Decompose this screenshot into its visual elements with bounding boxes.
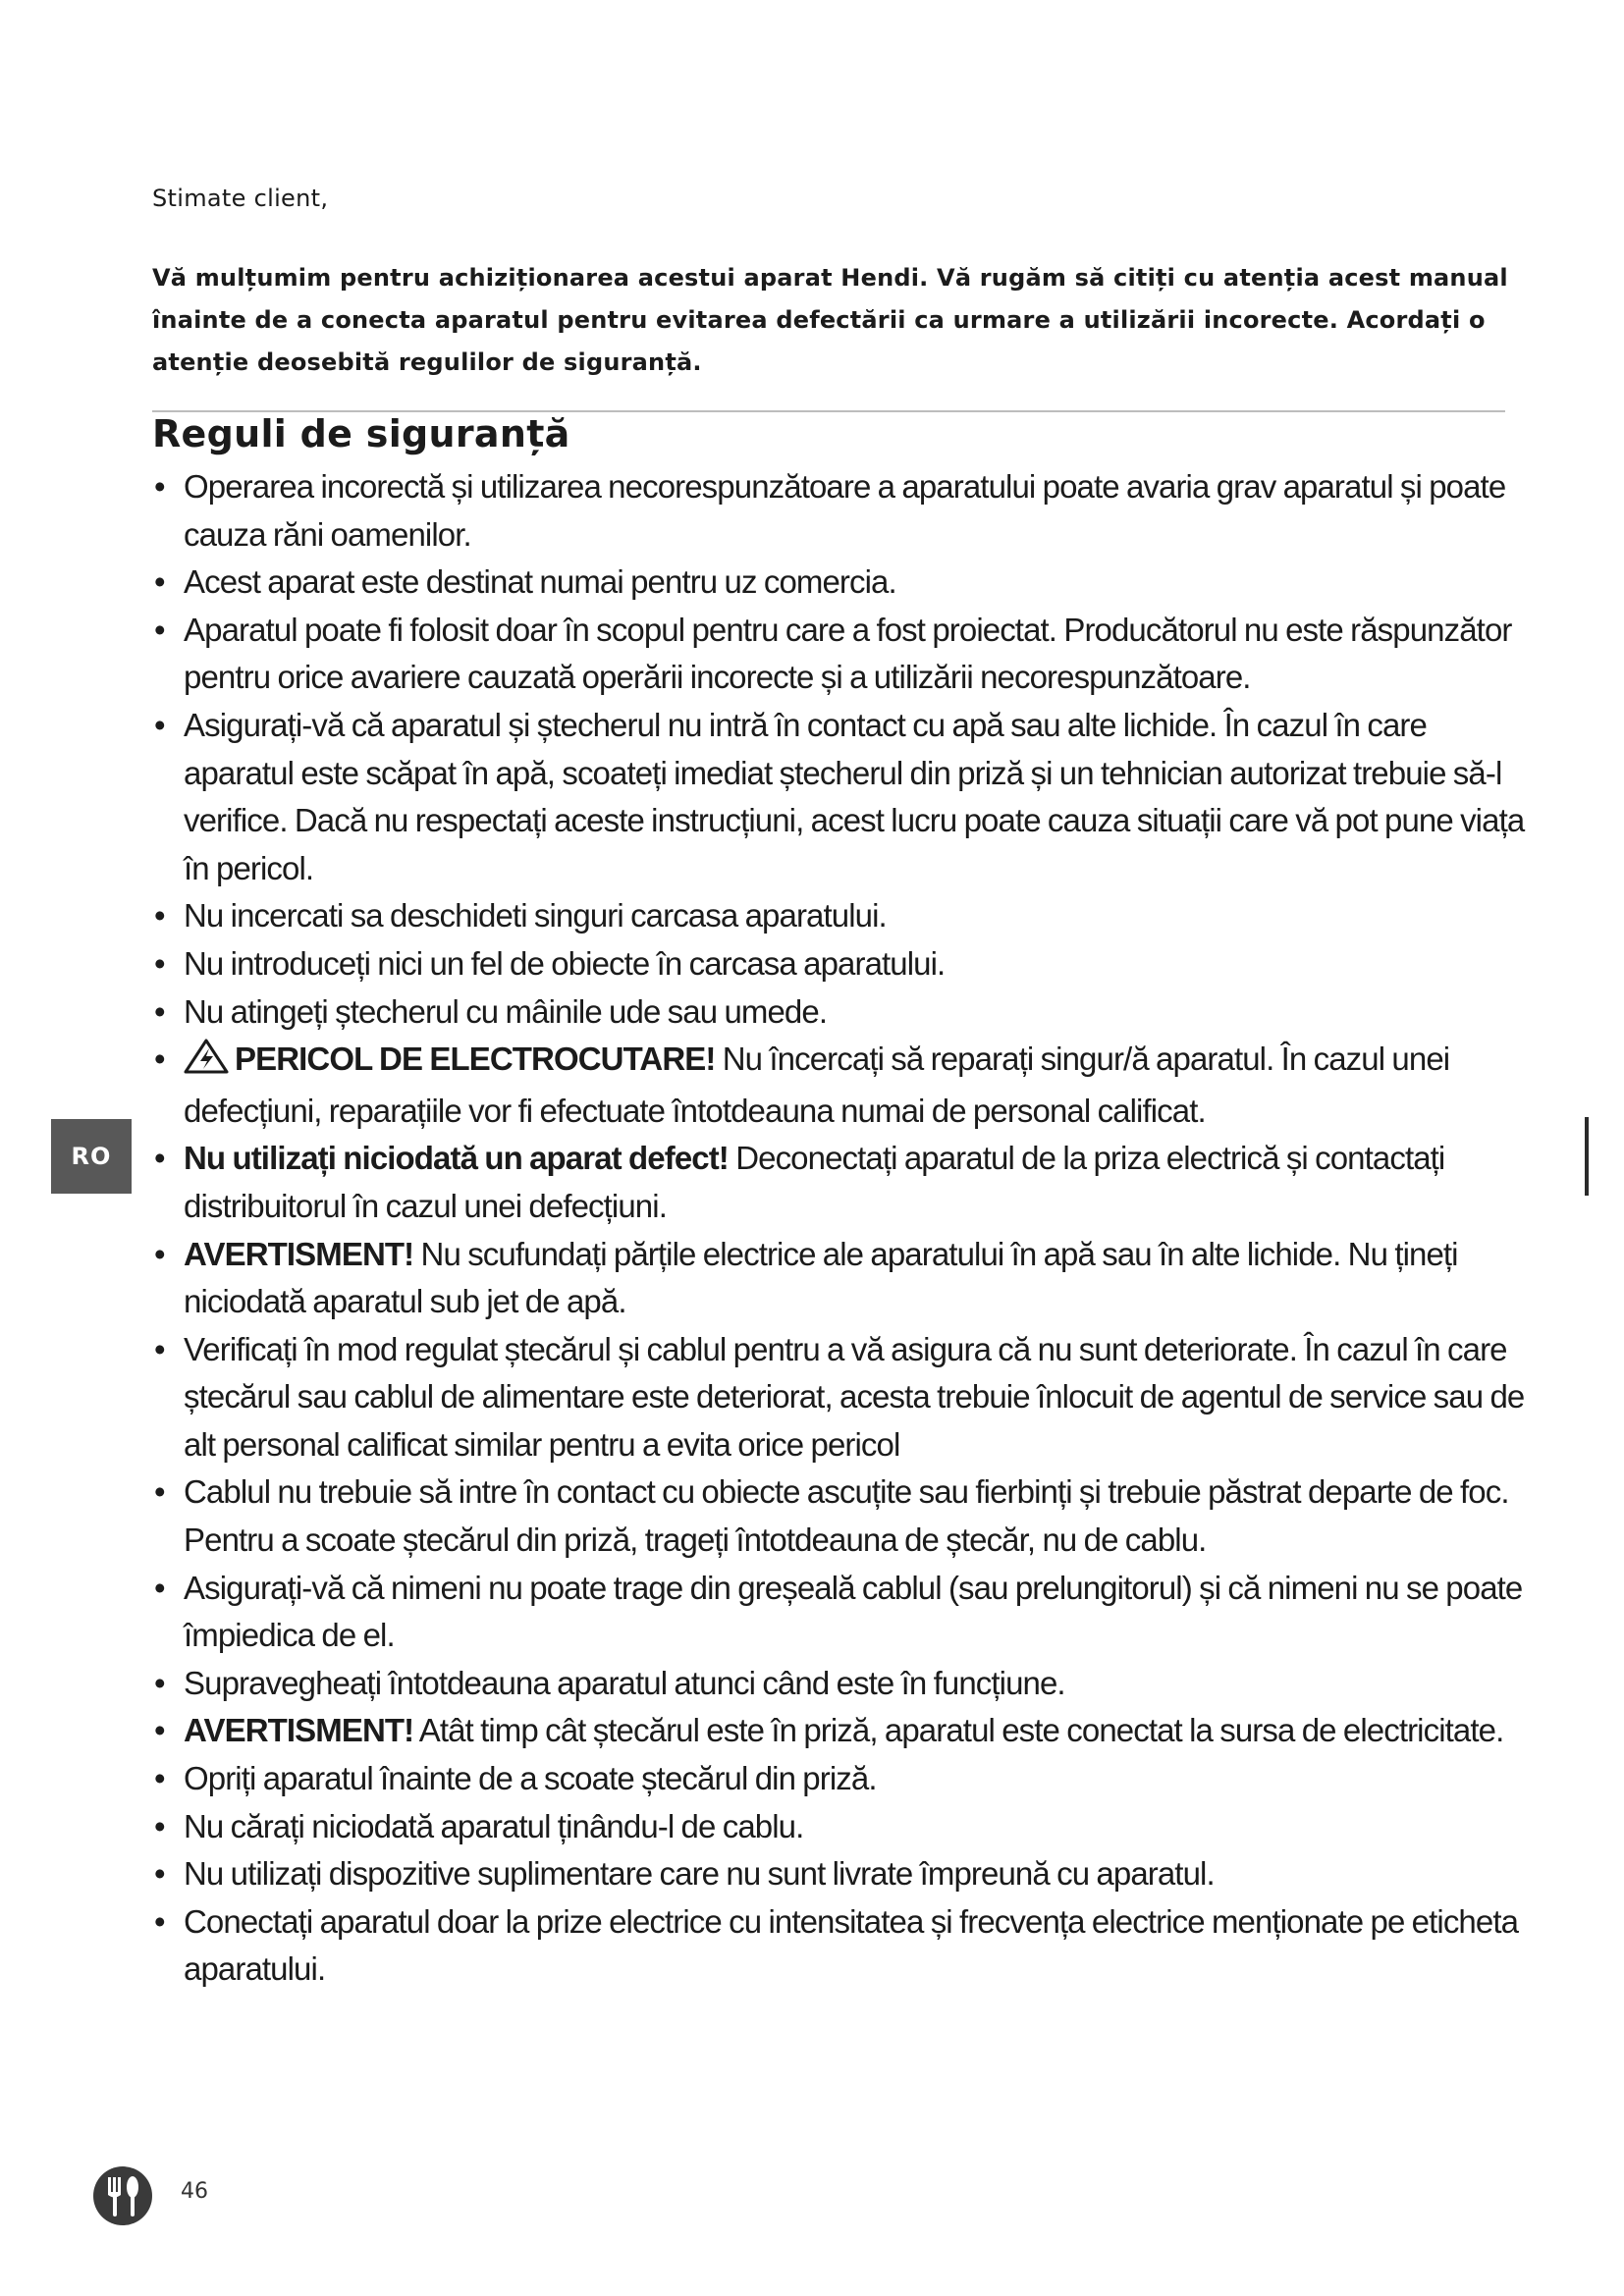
intro-paragraph: Vă mulțumim pentru achiziționarea acestui aparat Hendi. Vă rugăm să citiți cu atenția acest manual înainte de a conecta aparatul pentru evitarea defectării ca urmare a utilizării incorecte. Acordați o atenție deosebită regulilor de siguranță.	[152, 264, 1508, 376]
side-marker	[1585, 1117, 1589, 1196]
list-item	[152, 1468, 1527, 1564]
list-item	[152, 1898, 1527, 1994]
rule-text: Cablul nu trebuie să intre în contact cu obiecte ascuțite sau fierbinți și trebuie păstrat departe de foc. Pentru a scoate ștecărul din priză, trageți întotdeauna de ștecăr, nu de cablu.	[184, 1473, 1509, 1559]
list-item	[152, 1660, 1527, 1708]
rule-text: Asigurați-vă că nimeni nu poate trage din greșeală cablul (sau prelungitorul) și că nimeni nu se poate împiedica de el.	[184, 1569, 1523, 1654]
page-number: 46	[181, 2179, 208, 2204]
list-item	[152, 1565, 1527, 1660]
rule-text: Nu scufundați părțile electrice ale aparatului în apă sau în alte lichide. Nu țineți niciodată aparatul sub jet de apă.	[184, 1235, 1458, 1320]
rule-text: Nu atingeți ștecherul cu mâinile ude sau umede.	[184, 992, 828, 1030]
rule-text: Verificați în mod regulat ștecărul și cablul pentru a vă asigura că nu sunt deteriorate. În cazul în care ștecărul sau cablul de alimentare este deteriorat, acesta trebuie înlocuit de agentul de service sau de alt personal calificat similar pentru a evita orice pericol	[184, 1330, 1525, 1463]
bullet: •	[154, 1330, 165, 1367]
rule-text: Deconectați aparatul de la priza electrică și contactați distribuitorul în cazul unei defecțiuni.	[184, 1140, 1445, 1224]
rule-text: Acest aparat este destinat numai pentru uz comercia.	[184, 563, 896, 601]
greeting: Stimate client,	[152, 185, 329, 212]
bullet: •	[154, 992, 165, 1030]
rule-text: Supravegheați întotdeauna aparatul atunci când este în funcțiune.	[184, 1664, 1065, 1701]
bullet: •	[154, 1807, 165, 1844]
bullet: •	[154, 897, 165, 934]
list-item	[152, 559, 1527, 607]
bullet: •	[154, 1140, 165, 1177]
safety-rules-list	[152, 463, 1527, 1994]
bullet: •	[154, 1712, 165, 1749]
section-title: Reguli de siguranță	[152, 412, 570, 455]
rule-text: Nu încercați să reparați singur/ă aparatul. În cazul unei defecțiuni, reparațiile vor fi efectuate întotdeauna numai de personal calificat.	[184, 1041, 1450, 1129]
rule-text: Opriți aparatul înainte de a scoate ștecărul din priză.	[184, 1760, 877, 1797]
bullet: •	[154, 1473, 165, 1511]
bullet: •	[154, 1664, 165, 1701]
hazard-warning-label: PERICOL DE ELECTROCUTARE!	[235, 1041, 716, 1078]
rule-text: Nu introduceți nici un fel de obiecte în carcasa aparatului.	[184, 944, 946, 982]
bullet: •	[154, 1235, 165, 1272]
bullet: •	[154, 563, 165, 601]
language-tab: RO	[51, 1119, 132, 1194]
list-item	[152, 463, 1527, 559]
rule-text: Asigurați-vă că aparatul și ștecherul nu intră în contact cu apă sau alte lichide. În cazul în care aparatul este scăpat în apă, scoateți imediat ștecherul din priză și un tehnician autorizat trebuie să-l verifice. Dacă nu respectați aceste instrucțiuni, acest lucru poate cauza situații care vă pot pune viața în pericol.	[184, 706, 1525, 886]
list-item	[152, 1850, 1527, 1898]
list-item	[152, 1135, 1527, 1230]
bullet: •	[154, 944, 165, 982]
bullet: •	[154, 468, 165, 505]
bullet: •	[154, 1041, 165, 1078]
bullet: •	[154, 1902, 165, 1940]
list-item	[152, 892, 1527, 940]
list-item	[152, 702, 1527, 892]
rule-text: Atât timp cât ștecărul este în priză, aparatul este conectat la sursa de electricitate.	[418, 1712, 1504, 1749]
rule-text: Aparatul poate fi folosit doar în scopul pentru care a fost proiectat. Producătorul nu este răspunzător pentru orice avariere cauzată operării incorecte și a utilizării necorespunzătoare.	[184, 611, 1512, 696]
warning-label: AVERTISMENT!	[184, 1235, 414, 1272]
cutlery-logo-icon	[92, 2165, 153, 2231]
list-item	[152, 940, 1527, 988]
list-item	[152, 988, 1527, 1037]
warning-label: AVERTISMENT!	[184, 1712, 414, 1749]
rule-text: Nu utilizați dispozitive suplimentare care nu sunt livrate împreună cu aparatul.	[184, 1855, 1215, 1893]
list-item	[152, 607, 1527, 702]
bullet: •	[154, 1855, 165, 1893]
list-item	[152, 1803, 1527, 1851]
list-item	[152, 1707, 1527, 1755]
rule-text: Operarea incorectă și utilizarea necorespunzătoare a aparatului poate avaria grav aparatul și poate cauza răni oamenilor.	[184, 468, 1506, 553]
bullet: •	[154, 611, 165, 648]
warning-label: Nu utilizați niciodată un aparat defect!	[184, 1140, 729, 1177]
electric-hazard-icon	[184, 1039, 229, 1088]
list-item	[152, 1326, 1527, 1469]
bullet: •	[154, 706, 165, 743]
bullet: •	[154, 1760, 165, 1797]
list-item	[152, 1755, 1527, 1803]
list-item	[152, 1231, 1527, 1326]
rule-text: Nu incercati sa deschideti singuri carcasa aparatului.	[184, 897, 887, 934]
rule-text: Nu cărați niciodată aparatul ținându-l de cablu.	[184, 1807, 804, 1844]
list-item	[152, 1036, 1527, 1135]
bullet: •	[154, 1569, 165, 1606]
rule-text: Conectați aparatul doar la prize electrice cu intensitatea și frecvența electrice menționate pe eticheta aparatului.	[184, 1902, 1519, 1988]
